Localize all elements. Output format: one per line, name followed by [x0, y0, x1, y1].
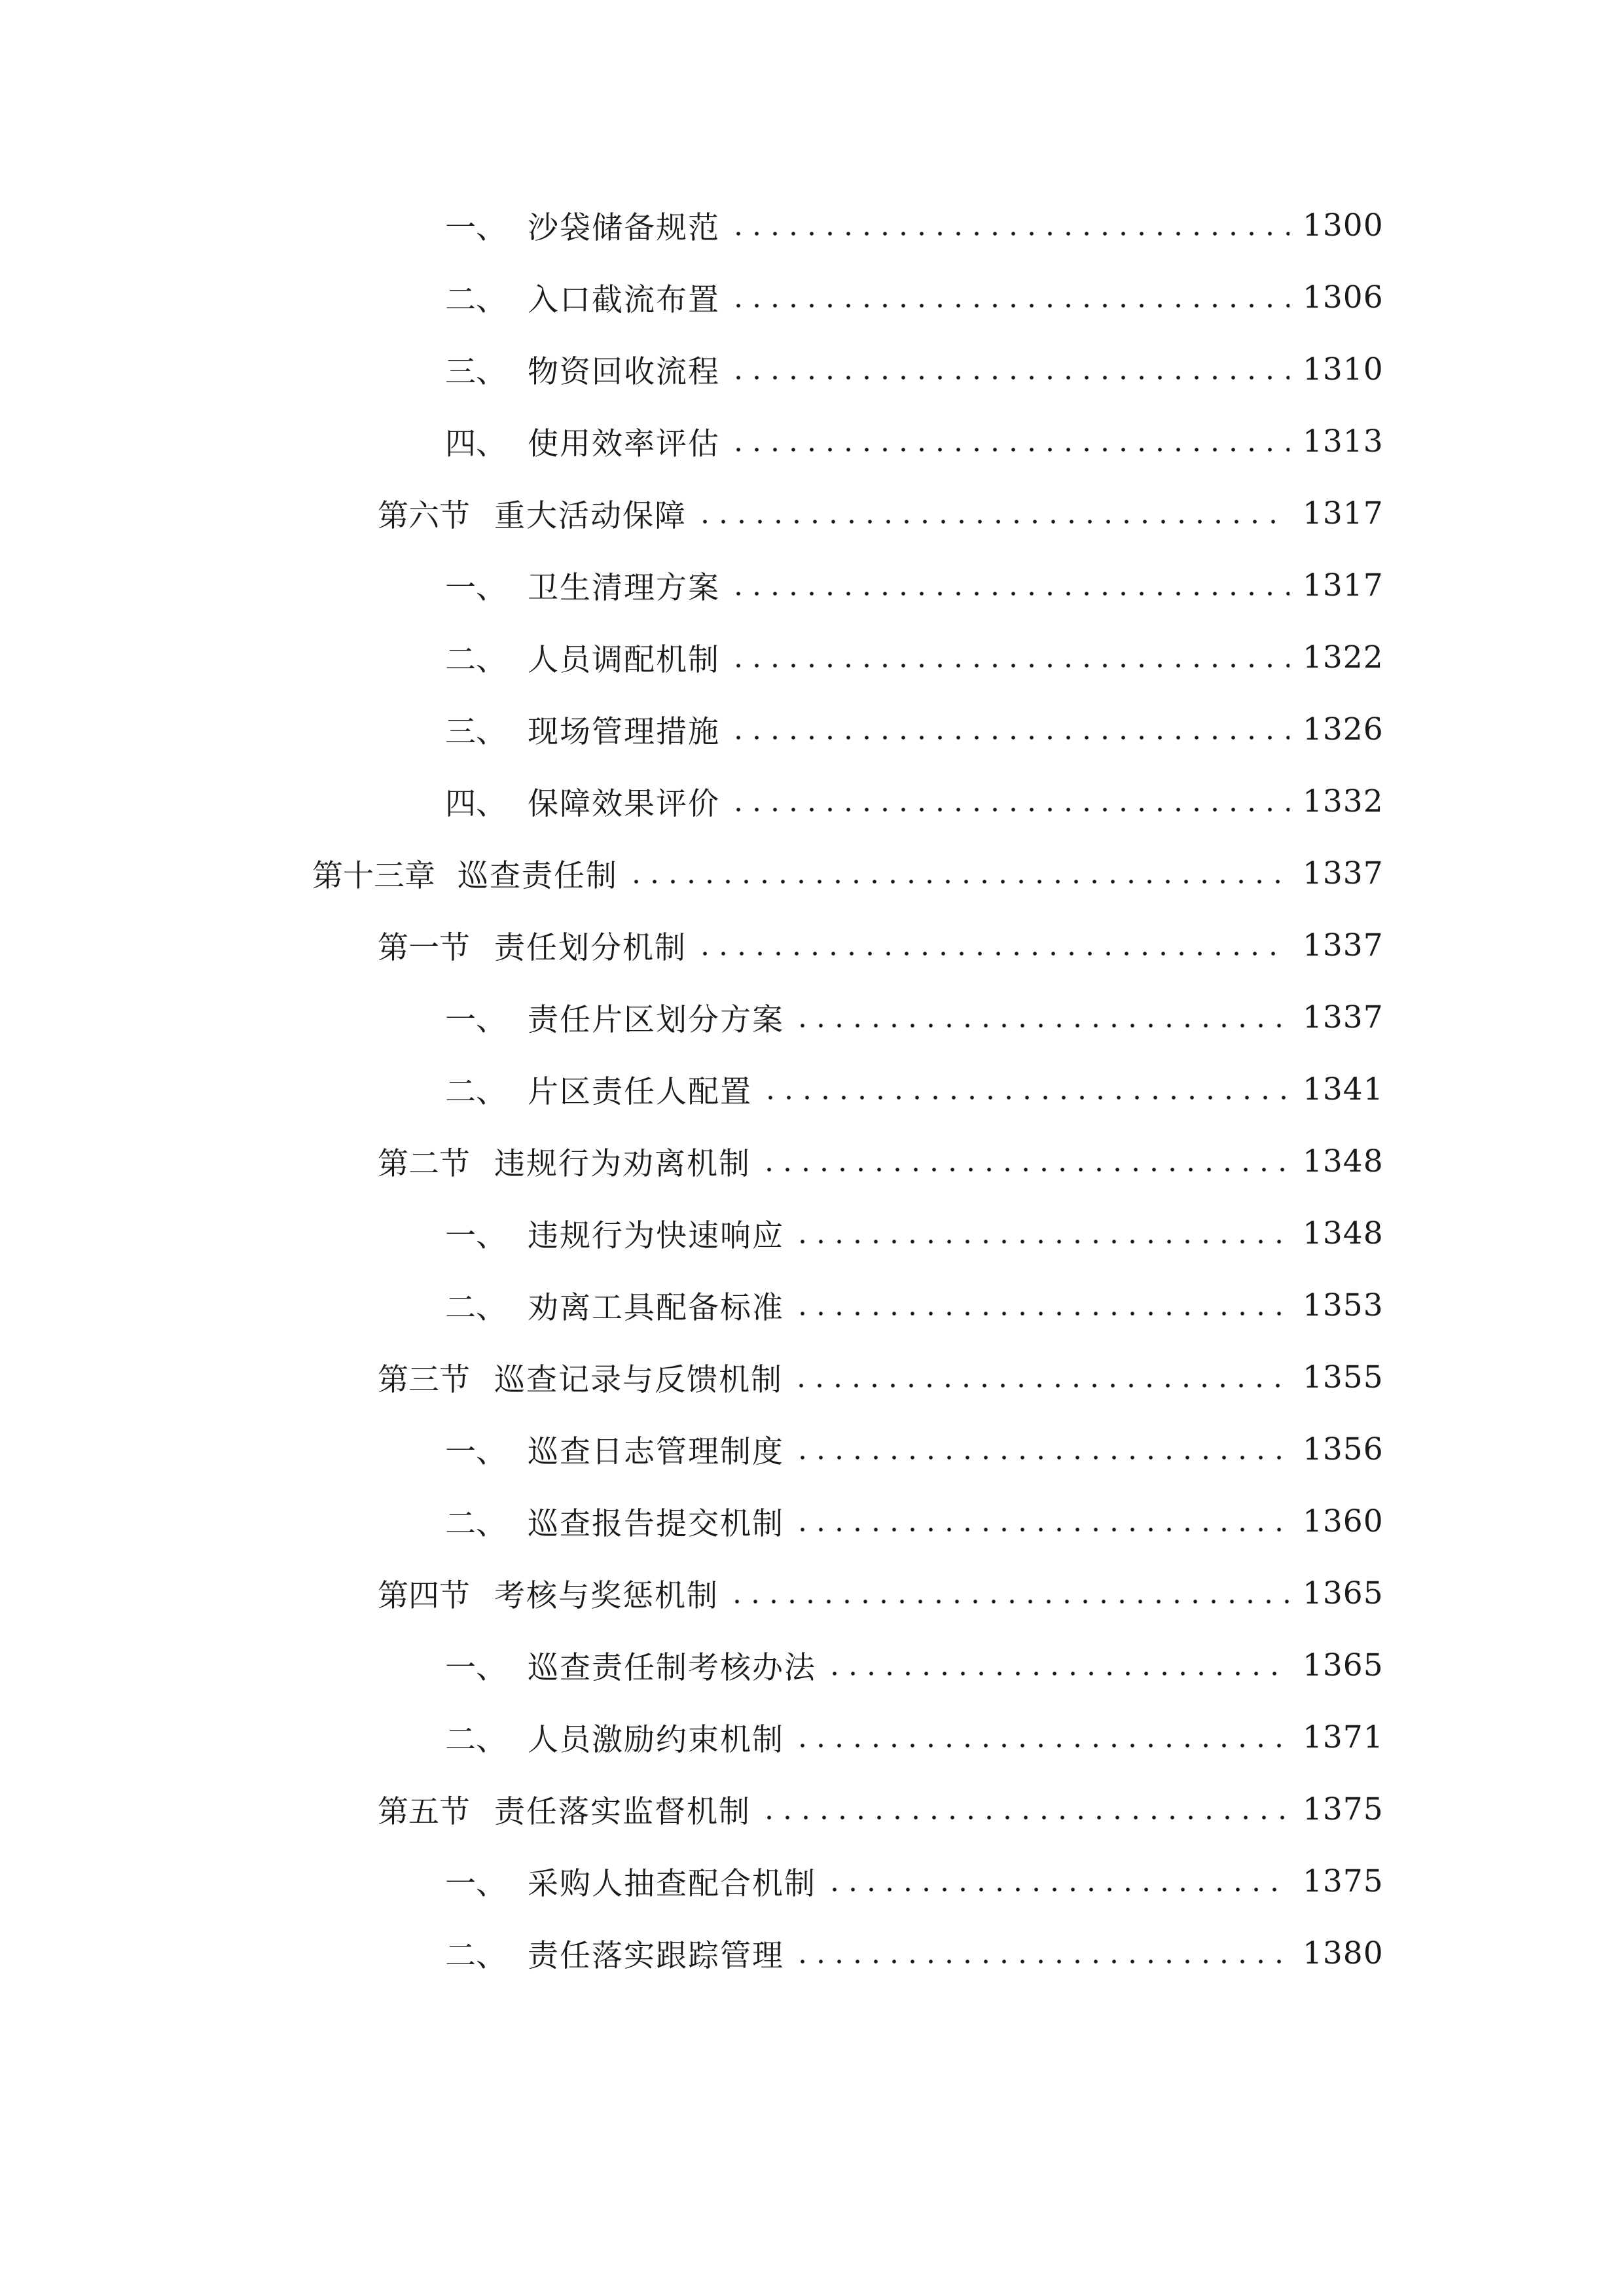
toc-entry-page-number: 1360 [1303, 1503, 1384, 1539]
toc-entry-title: 沙袋储备规范 [528, 209, 720, 246]
toc-entry[interactable] [0, 693, 1624, 765]
toc-entry[interactable] [0, 261, 1624, 333]
toc-entry[interactable] [0, 1557, 1624, 1629]
toc-entry[interactable] [0, 1485, 1624, 1557]
toc-entry-page-number: 1317 [1303, 567, 1384, 603]
toc-entry-number: 二、 [445, 641, 507, 678]
toc-entry-page-number: 1317 [1303, 495, 1384, 531]
toc-entry-number: 三、 [445, 353, 507, 390]
dot-leader [729, 374, 1290, 381]
toc-entry-number: 第五节 [378, 1793, 470, 1830]
dot-leader [729, 590, 1290, 597]
toc-entry[interactable] [0, 1845, 1624, 1917]
toc-entry-number: 二、 [445, 1721, 507, 1758]
toc-entry-page-number: 1332 [1303, 783, 1384, 819]
toc-entry-number: 一、 [445, 1865, 507, 1902]
toc-entry-page-number: 1341 [1303, 1071, 1384, 1107]
toc-entry-page-number: 1313 [1303, 423, 1384, 459]
dot-leader [793, 1526, 1290, 1533]
dot-leader [793, 1310, 1290, 1317]
toc-entry-page-number: 1365 [1303, 1575, 1384, 1611]
toc-entry-title: 责任划分机制 [494, 929, 687, 966]
toc-entry[interactable] [0, 405, 1624, 477]
toc-entry-number: 二、 [445, 1289, 507, 1326]
toc-entry[interactable] [0, 765, 1624, 837]
toc-entry-title: 现场管理措施 [528, 713, 720, 750]
toc-entry[interactable] [0, 621, 1624, 693]
dot-leader [696, 518, 1290, 525]
toc-entry[interactable] [0, 981, 1624, 1053]
toc-entry[interactable] [0, 837, 1624, 909]
dot-leader [728, 1598, 1290, 1605]
toc-entry-page-number: 1375 [1303, 1791, 1384, 1827]
toc-entry-number: 第一节 [378, 929, 470, 966]
toc-entry-page-number: 1322 [1303, 639, 1384, 675]
toc-entry-title: 违规行为劝离机制 [494, 1145, 751, 1182]
toc-entry[interactable] [0, 1413, 1624, 1485]
toc-entry-title: 责任片区划分方案 [528, 1001, 784, 1038]
toc-entry-title: 使用效率评估 [528, 425, 720, 462]
toc-entry[interactable] [0, 333, 1624, 405]
dot-leader [627, 878, 1290, 885]
dot-leader [729, 446, 1290, 453]
dot-leader [760, 1814, 1290, 1821]
toc-entry[interactable] [0, 1053, 1624, 1125]
toc-entry-title: 责任落实监督机制 [494, 1793, 751, 1830]
toc-entry-title: 卫生清理方案 [528, 569, 720, 606]
toc-entry-title: 人员调配机制 [528, 641, 720, 678]
dot-leader [760, 1166, 1290, 1173]
dot-leader [793, 1022, 1290, 1029]
toc-entry[interactable] [0, 1269, 1624, 1341]
toc-entry-page-number: 1355 [1303, 1359, 1384, 1395]
toc-entry-page-number: 1300 [1303, 207, 1384, 243]
toc-entry[interactable] [0, 1773, 1624, 1845]
dot-leader [729, 734, 1290, 741]
toc-entry-page-number: 1371 [1303, 1719, 1384, 1755]
toc-entry-title: 巡查责任制 [458, 857, 618, 894]
toc-entry-number: 二、 [445, 1937, 507, 1974]
toc-entry[interactable] [0, 477, 1624, 549]
dot-leader [729, 302, 1290, 309]
toc-entry[interactable] [0, 1341, 1624, 1413]
toc-entry-page-number: 1326 [1303, 711, 1384, 747]
toc-entry-title: 人员激励约束机制 [528, 1721, 784, 1758]
toc-entry[interactable] [0, 909, 1624, 981]
toc-entry-number: 第三节 [378, 1361, 470, 1398]
dot-leader [792, 1382, 1290, 1389]
toc-entry-number: 一、 [445, 1001, 507, 1038]
toc-entry-title: 考核与奖惩机制 [494, 1577, 719, 1614]
toc-entry-number: 二、 [445, 1073, 507, 1110]
toc-entry-page-number: 1337 [1303, 855, 1384, 891]
toc-entry-number: 第四节 [378, 1577, 470, 1614]
dot-leader [825, 1670, 1290, 1677]
toc-entry-page-number: 1337 [1303, 927, 1384, 963]
toc-entry[interactable] [0, 1125, 1624, 1197]
dot-leader [729, 806, 1290, 813]
toc-entry-page-number: 1337 [1303, 999, 1384, 1035]
toc-entry-title: 保障效果评价 [528, 785, 720, 822]
toc-entry-title: 巡查责任制考核办法 [528, 1649, 816, 1686]
dot-leader [793, 1238, 1290, 1245]
toc-entry-page-number: 1348 [1303, 1143, 1384, 1179]
toc-entry-title: 巡查报告提交机制 [528, 1505, 784, 1542]
toc-entry-number: 一、 [445, 1217, 507, 1254]
toc-entry-number: 四、 [445, 785, 507, 822]
toc-entry-title: 入口截流布置 [528, 281, 720, 318]
toc-entry-title: 重大活动保障 [494, 497, 687, 534]
toc-entry-number: 三、 [445, 713, 507, 750]
dot-leader [761, 1094, 1290, 1101]
dot-leader [696, 950, 1290, 957]
toc-entry[interactable] [0, 1917, 1624, 1989]
toc-entry-title: 劝离工具配备标准 [528, 1289, 784, 1326]
toc-entry-title: 巡查日志管理制度 [528, 1433, 784, 1470]
toc-entry-title: 违规行为快速响应 [528, 1217, 784, 1254]
dot-leader [729, 662, 1290, 669]
toc-entry-page-number: 1380 [1303, 1935, 1384, 1971]
table-of-contents [0, 189, 1624, 1989]
toc-entry-number: 第十三章 [312, 857, 435, 894]
dot-leader [793, 1742, 1290, 1749]
toc-entry-title: 巡查记录与反馈机制 [494, 1361, 783, 1398]
toc-entry-page-number: 1348 [1303, 1215, 1384, 1251]
toc-entry-number: 一、 [445, 209, 507, 246]
toc-entry-number: 一、 [445, 1649, 507, 1686]
toc-entry-number: 二、 [445, 281, 507, 318]
toc-entry-title: 物资回收流程 [528, 353, 720, 390]
toc-entry-number: 第二节 [378, 1145, 470, 1182]
toc-entry-page-number: 1310 [1303, 351, 1384, 387]
toc-entry[interactable] [0, 1197, 1624, 1269]
toc-entry[interactable] [0, 1701, 1624, 1773]
dot-leader [793, 1958, 1290, 1965]
toc-entry-number: 二、 [445, 1505, 507, 1542]
toc-entry-number: 一、 [445, 1433, 507, 1470]
toc-entry-number: 一、 [445, 569, 507, 606]
toc-entry-page-number: 1353 [1303, 1287, 1384, 1323]
toc-entry-page-number: 1306 [1303, 279, 1384, 315]
toc-entry[interactable] [0, 1629, 1624, 1701]
toc-entry-title: 采购人抽查配合机制 [528, 1865, 816, 1902]
toc-entry[interactable] [0, 549, 1624, 621]
toc-entry-page-number: 1356 [1303, 1431, 1384, 1467]
toc-entry-number: 第六节 [378, 497, 470, 534]
dot-leader [793, 1454, 1290, 1461]
toc-entry-page-number: 1375 [1303, 1863, 1384, 1899]
dot-leader [825, 1886, 1290, 1893]
toc-entry-page-number: 1365 [1303, 1647, 1384, 1683]
toc-entry-title: 责任落实跟踪管理 [528, 1937, 784, 1974]
toc-entry-number: 四、 [445, 425, 507, 462]
toc-entry-title: 片区责任人配置 [528, 1073, 752, 1110]
dot-leader [729, 230, 1290, 237]
toc-entry[interactable] [0, 189, 1624, 261]
